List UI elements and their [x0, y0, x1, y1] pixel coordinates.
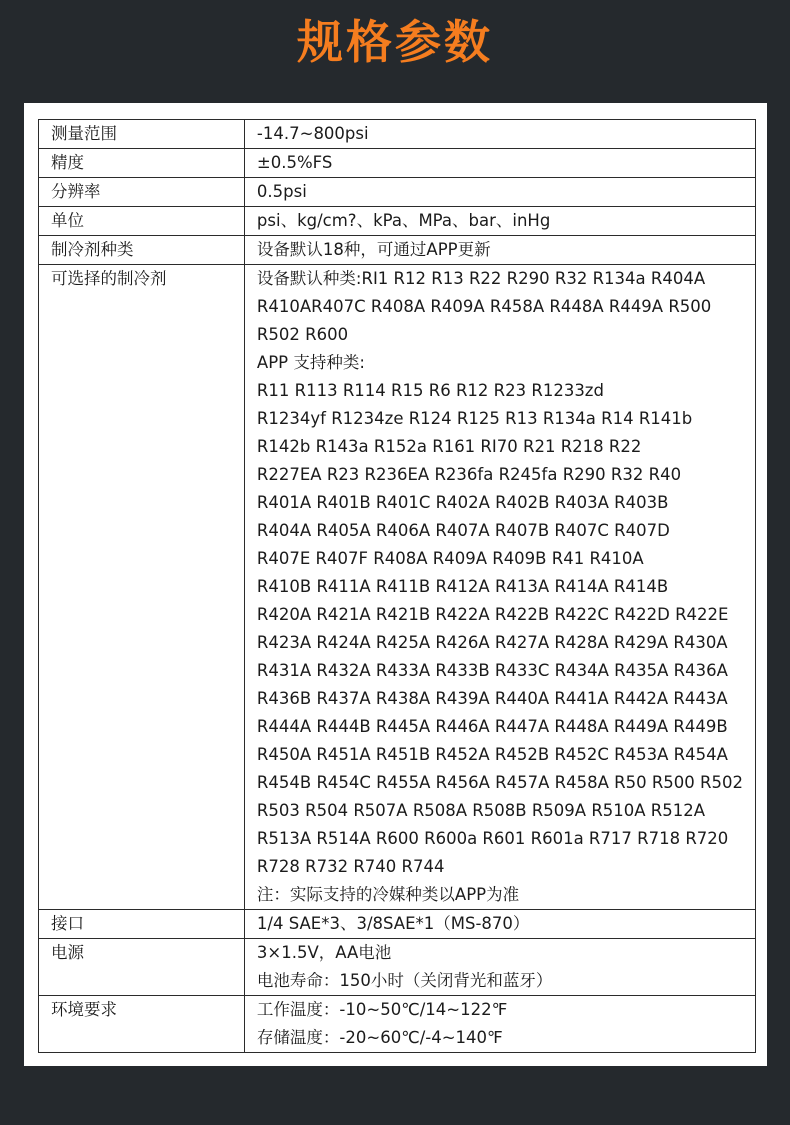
- spec-label: 电源: [39, 939, 245, 996]
- spec-table: [38, 119, 756, 1053]
- spec-label: 制冷剂种类: [39, 236, 245, 265]
- spec-value-line: R728 R732 R740 R744: [256, 857, 445, 876]
- spec-row: [39, 236, 756, 265]
- spec-value-line: 0.5psi: [256, 182, 307, 201]
- spec-value-line: 1/4 SAE*3、3/8SAE*1（MS-870）: [256, 914, 530, 933]
- spec-row: [39, 265, 756, 910]
- spec-label: 可选择的制冷剂: [39, 265, 245, 910]
- spec-value-line: R513A R514A R600 R600a R601 R601a R717 R718 R720: [256, 829, 729, 848]
- spec-value-line: R407E R407F R408A R409A R409B R41 R410A: [256, 549, 644, 568]
- spec-value: [244, 149, 755, 178]
- spec-value-line: APP 支持种类:: [256, 353, 365, 372]
- spec-value-line: R410B R411A R411B R412A R413A R414A R414B: [256, 577, 669, 596]
- spec-label: 测量范围: [39, 120, 245, 149]
- spec-row: [39, 149, 756, 178]
- spec-value: [244, 207, 755, 236]
- spec-value-line: R11 R113 R114 R15 R6 R12 R23 R1233zd: [256, 381, 604, 400]
- spec-value-line: 工作温度：-10~50℃/14~122℉: [256, 1000, 508, 1019]
- spec-label: 精度: [39, 149, 245, 178]
- spec-value-line: 电池寿命：150小时（关闭背光和蓝牙）: [256, 971, 553, 990]
- spec-value-line: R502 R600: [256, 325, 349, 344]
- spec-value-line: -14.7~800psi: [256, 124, 369, 143]
- spec-label: 单位: [39, 207, 245, 236]
- spec-label: 分辨率: [39, 178, 245, 207]
- spec-value-line: R431A R432A R433A R433B R433C R434A R435A R436A: [256, 661, 728, 680]
- spec-card: [24, 103, 767, 1066]
- spec-value-line: ±0.5%FS: [256, 153, 333, 172]
- spec-value: [244, 178, 755, 207]
- spec-value-line: R423A R424A R425A R426A R427A R428A R429A R430A: [256, 633, 728, 652]
- spec-value-line: R401A R401B R401C R402A R402B R403A R403B: [256, 493, 669, 512]
- spec-value-line: 设备默认18种，可通过APP更新: [256, 240, 491, 259]
- spec-value: [244, 236, 755, 265]
- spec-label: 接口: [39, 910, 245, 939]
- spec-row: [39, 996, 756, 1053]
- spec-value-line: R450A R451A R451B R452A R452B R452C R453A R454A: [256, 745, 728, 764]
- spec-value: [244, 996, 755, 1053]
- spec-row: [39, 910, 756, 939]
- spec-value-line: R454B R454C R455A R456A R457A R458A R50 R500 R502: [256, 773, 743, 792]
- spec-label: 环境要求: [39, 996, 245, 1053]
- spec-row: [39, 939, 756, 996]
- spec-value-line: R1234yf R1234ze R124 R125 R13 R134a R14 R141b: [256, 409, 693, 428]
- page-title: 规格参数: [297, 15, 493, 69]
- spec-value-line: 3×1.5V，AA电池: [256, 943, 392, 962]
- spec-value: [244, 120, 755, 149]
- spec-value-line: R503 R504 R507A R508A R508B R509A R510A R512A: [256, 801, 706, 820]
- spec-value: [244, 265, 755, 910]
- spec-value-line: R227EA R23 R236EA R236fa R245fa R290 R32 R40: [256, 465, 682, 484]
- spec-value-line: psi、kg/cm?、kPa、MPa、bar、inHg: [256, 211, 551, 230]
- spec-value-line: R420A R421A R421B R422A R422B R422C R422D R422E: [256, 605, 729, 624]
- spec-value-line: R436B R437A R438A R439A R440A R441A R442A R443A: [256, 689, 728, 708]
- spec-value: [244, 939, 755, 996]
- spec-value-line: 设备默认种类:RI1 R12 R13 R22 R290 R32 R134a R404A: [256, 269, 706, 288]
- spec-value-line: R142b R143a R152a R161 RI70 R21 R218 R22: [256, 437, 642, 456]
- spec-value-line: 存储温度：-20~60℃/-4~140℉: [256, 1028, 503, 1047]
- spec-row: [39, 207, 756, 236]
- spec-value: [244, 910, 755, 939]
- spec-value-line: 注：实际支持的冷媒种类以APP为准: [256, 885, 520, 904]
- spec-value-line: R404A R405A R406A R407A R407B R407C R407D: [256, 521, 670, 540]
- spec-value-line: R410AR407C R408A R409A R458A R448A R449A R500: [256, 297, 712, 316]
- spec-row: [39, 178, 756, 207]
- spec-value-line: R444A R444B R445A R446A R447A R448A R449A R449B: [256, 717, 728, 736]
- spec-table-body: [39, 120, 756, 1053]
- spec-row: [39, 120, 756, 149]
